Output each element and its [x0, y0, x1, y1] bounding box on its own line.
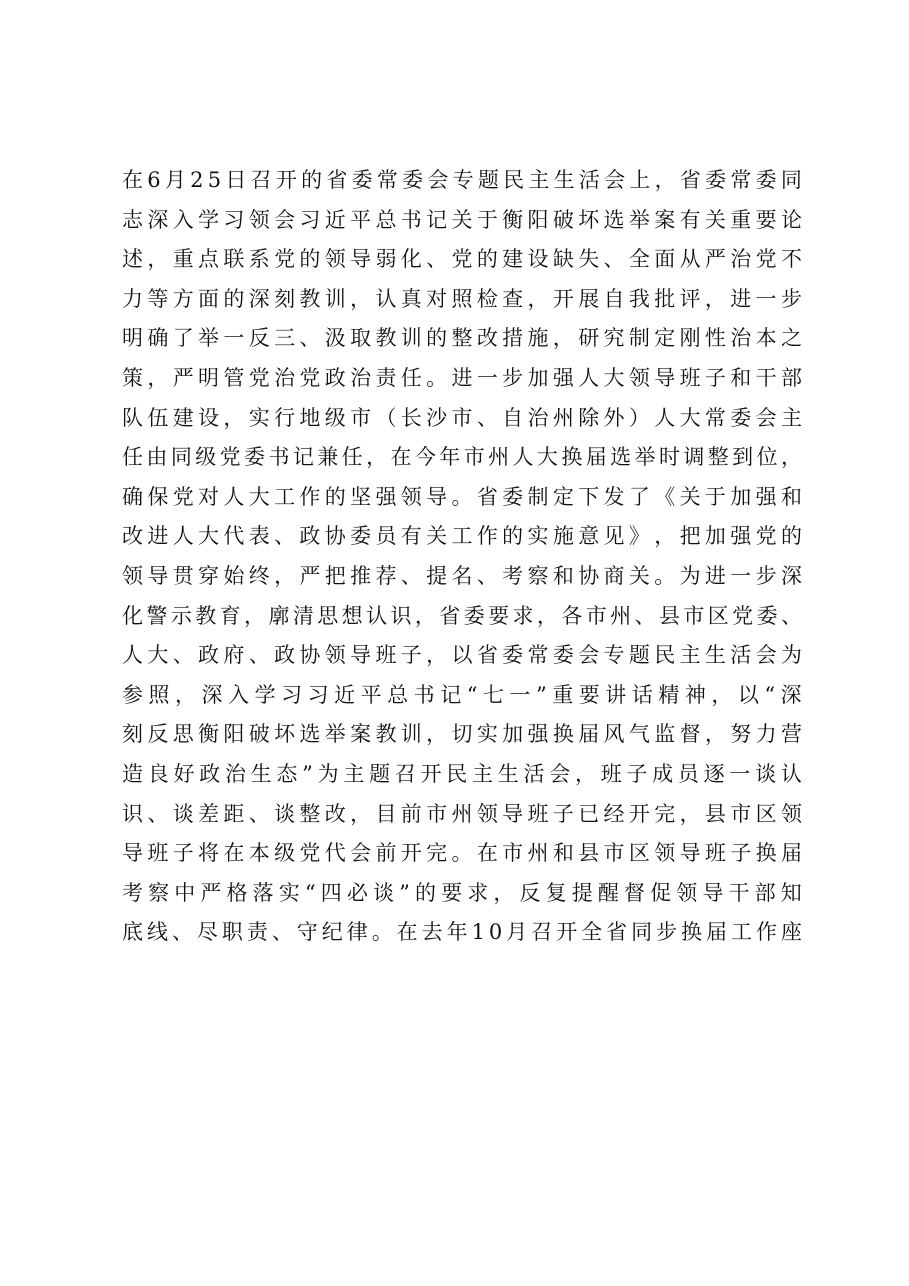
text-line: 策 ， 严 明 管 党 治 党 政 治 责 任 。 进 一 步 加 强 人 大 领 导 班 子 和 干 部	[122, 365, 802, 390]
text-line: 导 班 子 将 在 本 级 党 代 会 前 开 完 。 在 市 州 和 县 市 区 领 导 班 子 换 届	[122, 841, 802, 866]
text-line: 化 警 示 教 育 ， 廓 清 思 想 认 识 ， 省 委 要 求 ， 各 市 州 、 县 市 区 党 委 、	[122, 603, 802, 628]
text-line: 任 由 同 级 党 委 书 记 兼 任 ， 在 今 年 市 州 人 大 换 届 选 举 时 调 整 到 位 ，	[122, 445, 802, 470]
text-line: 识 、 谈 差 距 、 谈 整 改 ， 目 前 市 州 领 导 班 子 已 经 开 完 ， 县 市 区 领	[122, 801, 802, 826]
text-line: 明 确 了 举 一 反 三 、 汲 取 教 训 的 整 改 措 施 ， 研 究 制 定 刚 性 治 本 之	[122, 326, 802, 351]
text-line: 参 照 ， 深 入 学 习 习 近 平 总 书 记 “ 七 一 ” 重 要 讲 话 精 神 ， 以 “ 深	[122, 682, 802, 707]
text-line: 底 线 、 尽 职 责 、 守 纪 律 。 在 去 年 1 0 月 召 开 全 省 同 步 换 届 工 作 座	[122, 920, 802, 945]
text-line: 在 6 月 2 5 日 召 开 的 省 委 常 委 会 专 题 民 主 生 活 会 上 ， 省 委 常 委 同	[122, 168, 802, 192]
text-line: 人 大 、 政 府 、 政 协 领 导 班 子 ， 以 省 委 常 委 会 专 题 民 主 生 活 会 为	[122, 643, 802, 668]
text-line: 队 伍 建 设 ， 实 行 地 级 市 （ 长 沙 市 、 自 治 州 除 外 ） 人 大 常 委 会 主	[122, 405, 802, 430]
text-line: 志 深 入 学 习 领 会 习 近 平 总 书 记 关 于 衡 阳 破 坏 选 举 案 有 关 重 要 论	[122, 207, 802, 232]
text-line: 造 良 好 政 治 生 态 ” 为 主 题 召 开 民 主 生 活 会 ， 班 子 成 员 逐 一 谈 认	[122, 761, 802, 786]
text-line: 确 保 党 对 人 大 工 作 的 坚 强 领 导 。 省 委 制 定 下 发 了 《 关 于 加 强 和	[122, 484, 802, 509]
text-line: 刻 反 思 衡 阳 破 坏 选 举 案 教 训 ， 切 实 加 强 换 届 风 气 监 督 ， 努 力 营	[122, 722, 802, 747]
body-paragraph	[122, 161, 802, 953]
text-line: 考 察 中 严 格 落 实 “ 四 必 谈 ” 的 要 求 ， 反 复 提 醒 督 促 领 导 干 部 知	[122, 880, 802, 905]
text-line: 改 进 人 大 代 表 、 政 协 委 员 有 关 工 作 的 实 施 意 见 》 ， 把 加 强 党 的	[122, 524, 802, 549]
text-line: 力 等 方 面 的 深 刻 教 训 ， 认 真 对 照 检 查 ， 开 展 自 我 批 评 ， 进 一 步	[122, 286, 802, 311]
text-line: 领 导 贯 穿 始 终 ， 严 把 推 荐 、 提 名 、 考 察 和 协 商 关 。 为 进 一 步 深	[122, 563, 802, 588]
text-line: 述 ， 重 点 联 系 党 的 领 导 弱 化 、 党 的 建 设 缺 失 、 全 面 从 严 治 党 不	[122, 247, 802, 272]
